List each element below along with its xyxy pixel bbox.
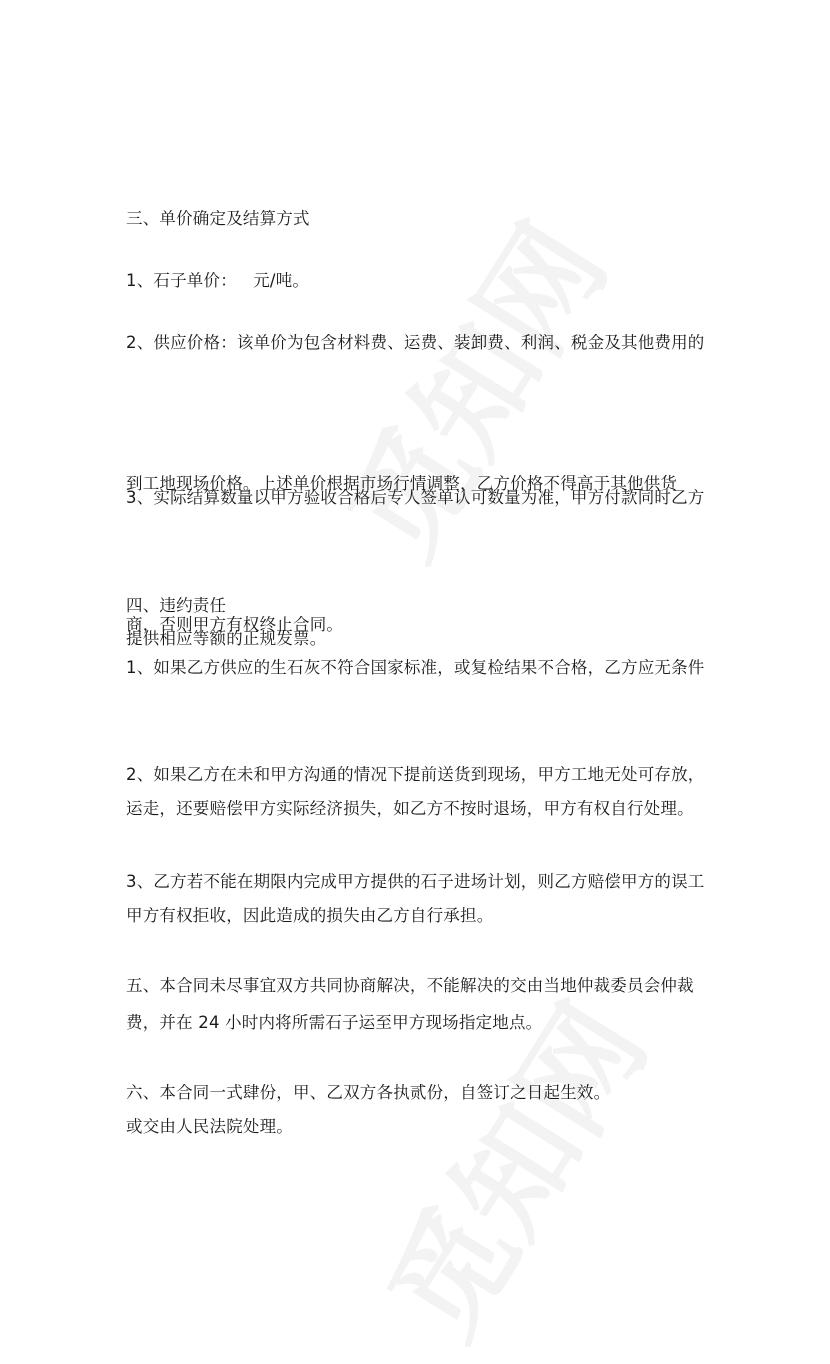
text-line: 3、乙方若不能在期限内完成甲方提供的石子进场计划，则乙方赔偿甲方的误工 bbox=[126, 872, 705, 891]
text-line: 或交由人民法院处理。 bbox=[126, 1117, 293, 1136]
text-line: 四、违约责任 bbox=[126, 596, 227, 615]
text-line: 甲方有权拒收，因此造成的损失由乙方自行承担。 bbox=[126, 906, 494, 925]
text-line: 到工地现场价格。上述单价根据市场行情调整，乙方价格不得高于其他供货 bbox=[126, 474, 678, 493]
text-line: 2、供应价格：该单价为包含材料费、运费、装卸费、利润、税金及其他费用的 bbox=[126, 333, 705, 352]
text-line: 2、如果乙方在未和甲方沟通的情况下提前送货到现场，甲方工地无处可存放， bbox=[126, 765, 705, 784]
text-line: 运走，还要赔偿甲方实际经济损失，如乙方不按时退场，甲方有权自行处理。 bbox=[126, 799, 694, 818]
text-line: 三、单价确定及结算方式 bbox=[126, 209, 310, 228]
text-line: 提供相应等额的正规发票。 bbox=[126, 629, 327, 648]
clause-copies-effective bbox=[126, 975, 706, 1210]
text-line: 五、本合同未尽事宜双方共同协商解决，不能解决的交由当地仲裁委员会仲裁 bbox=[126, 976, 694, 995]
text-line: 商，否则甲方有权终止合同。 bbox=[126, 615, 344, 634]
text-line: 3、实际结算数量以甲方验收合格后专人签单认可数量为准，甲方付款同时乙方 bbox=[126, 488, 705, 507]
text-line: 费，并在 24 小时内将所需石子运至甲方现场指定地点。 bbox=[126, 1013, 543, 1032]
text-line: 1、石子单价： 元/吨。 bbox=[126, 271, 310, 290]
text-line: 1、如果乙方供应的生石灰不符合国家标准，或复检结果不合格，乙方应无条件 bbox=[126, 658, 705, 677]
text-line: 六、本合同一式肆份，甲、乙双方各执贰份，自签订之日起生效。 bbox=[126, 1083, 611, 1102]
